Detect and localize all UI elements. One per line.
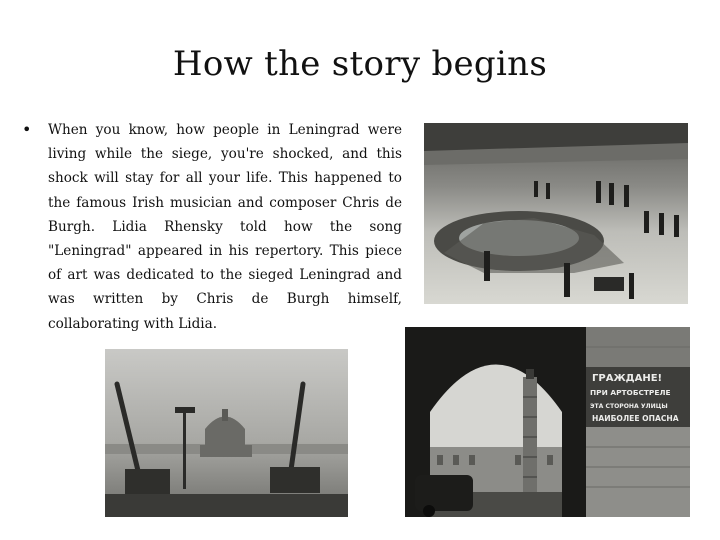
bullet-list xyxy=(22,118,402,336)
siege-warning-sign-photo xyxy=(586,327,690,517)
bullet-marker: • xyxy=(22,120,32,139)
anti-aircraft-guns-photo xyxy=(105,349,348,517)
crater-photo xyxy=(424,123,688,304)
sign-line-2: ПРИ АРТОБСТРЕЛЕ xyxy=(590,388,671,397)
arch-column-photo xyxy=(405,327,587,517)
sign-line-4: НАИБОЛЕЕ ОПАСНА xyxy=(592,414,679,423)
bullet-item-text: When you know, how people in Leningrad were living while the siege, you're shocked, and this shock will stay for all your life. This happened to the famous Irish musician and composer Chris de Burgh. Lidia Rhensky told how the song "Leningrad" appeared in his repertory. This piece of art was dedicated to the sieged Leningrad and was written by Chris de Burgh himself, collaborating with Lidia. xyxy=(48,122,402,332)
slide-title: How the story begins xyxy=(172,44,548,84)
sign-line-3: ЭТА СТОРОНА УЛИЦЫ xyxy=(590,403,668,410)
sign-line-1: ГРАЖДАНЕ! xyxy=(592,373,663,384)
